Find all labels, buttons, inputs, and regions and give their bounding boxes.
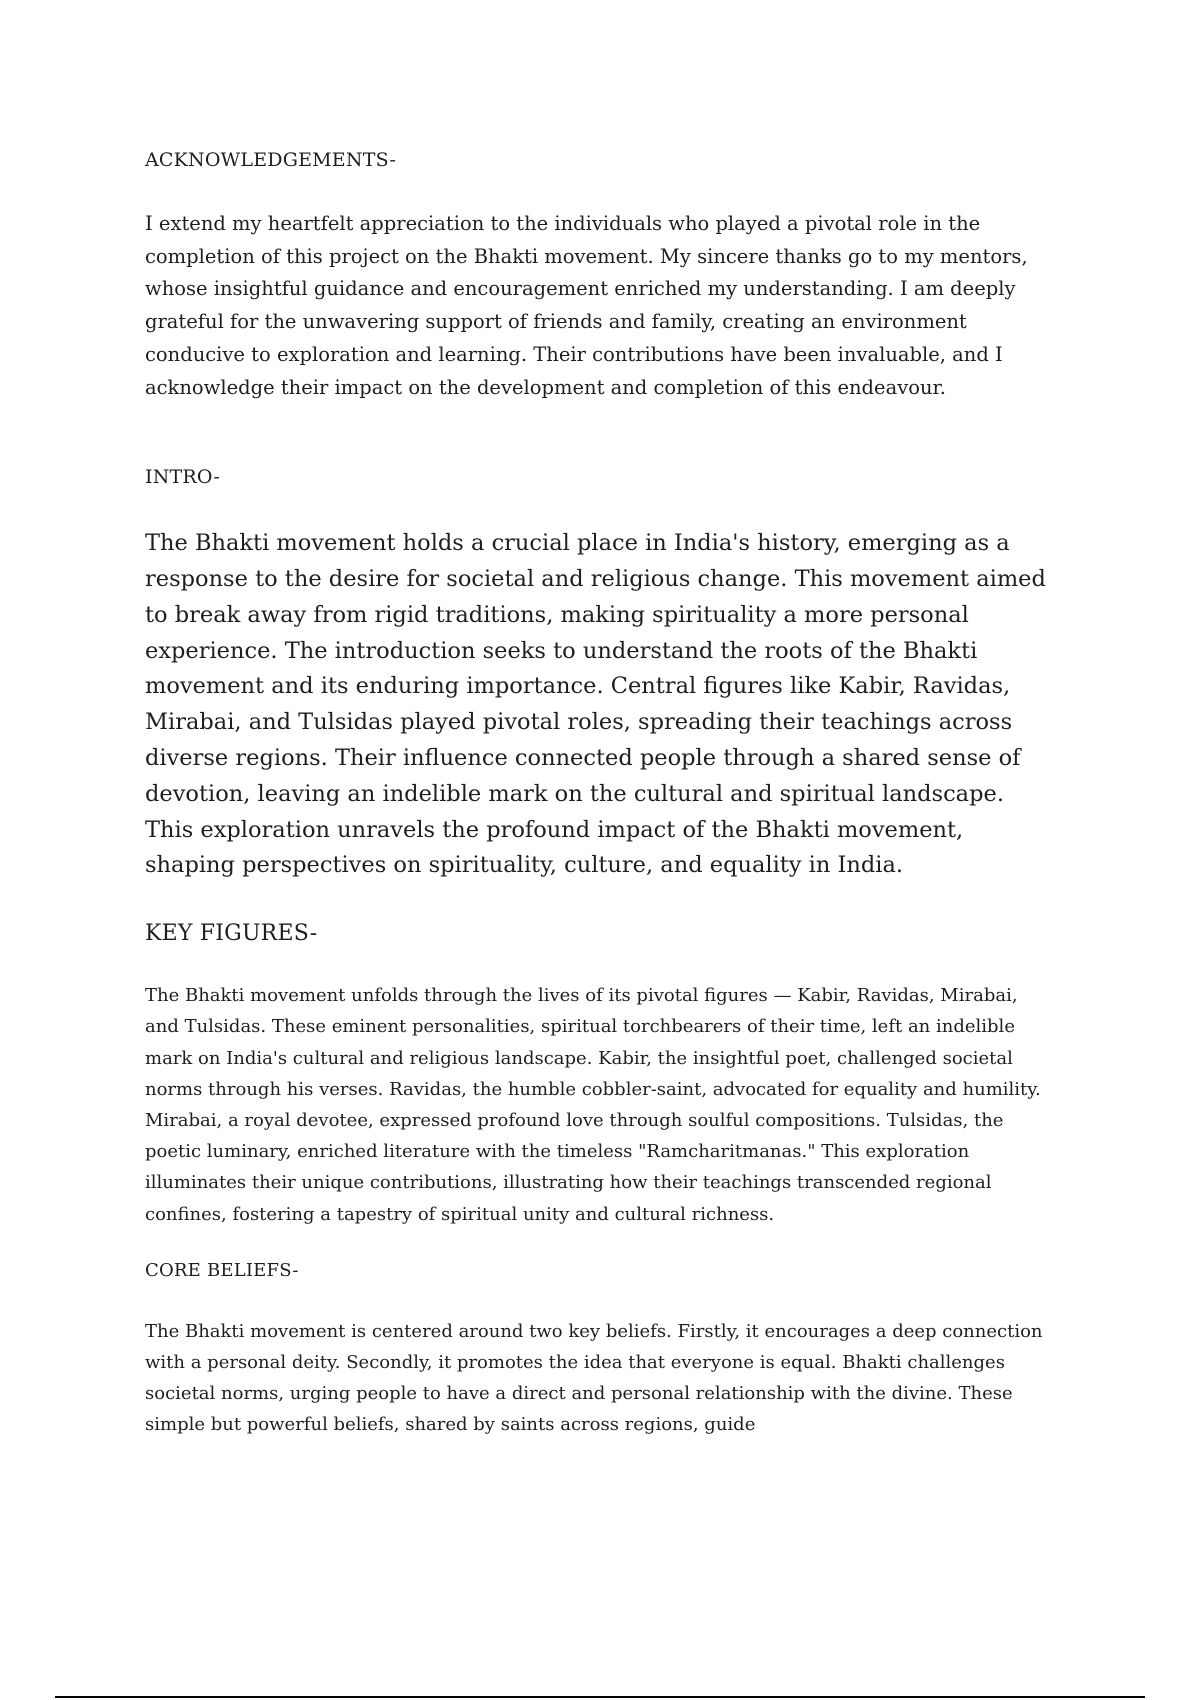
core-beliefs-paragraph: The Bhakti movement is centered around two key beliefs. Firstly, it encourages a deep connection with a personal deity. Secondly, it promotes the idea that everyone is equal. Bhakti challenges societal norms, urging people to have a direct and personal relationship with the divine. These simple but powerful beliefs, shared by saints across regions, guide bbox=[145, 1320, 1043, 1436]
intro-heading: INTRO- bbox=[145, 466, 221, 489]
page-bottom-divider bbox=[55, 1696, 1145, 1698]
document-page bbox=[145, 145, 1050, 1441]
key-figures-paragraph: The Bhakti movement unfolds through the lives of its pivotal figures — Kabir, Ravidas, Mirabai, and Tulsidas. These eminent personalities, spiritual torchbearers of their time, left an indelible mark on India's cultural and religious landscape. Kabir, the insightful poet, challenged societal norms through his verses. Ravidas, the humble cobbler-saint, advocated for equality and humility. Mirabai, a royal devotee, expressed profound love through soulful compositions. Tulsidas, the poetic luminary, enriched literature with the timeless "Ramcharitmanas." This exploration illuminates their unique contributions, illustrating how their teachings transcended regional confines, fostering a tapestry of spiritual unity and cultural richness. bbox=[145, 985, 1041, 1225]
acknowledgements-heading: ACKNOWLEDGEMENTS- bbox=[145, 149, 397, 171]
core-beliefs-heading: CORE BELIEFS- bbox=[145, 1259, 299, 1281]
intro-paragraph: The Bhakti movement holds a crucial place in India's history, emerging as a response to the desire for societal and religious change. This movement aimed to break away from rigid traditions, making spirituality a more personal experience. The introduction seeks to understand the roots of the Bhakti movement and its enduring importance. Central figures like Kabir, Ravidas, Mirabai, and Tulsidas played pivotal roles, spreading their teachings across diverse regions. Their influence connected people through a shared sense of devotion, leaving an indelible mark on the cultural and spiritual landscape. This exploration unravels the profound impact of the Bhakti movement, shaping perspectives on spirituality, culture, and equality in India. bbox=[145, 530, 1046, 879]
acknowledgements-paragraph: I extend my heartfelt appreciation to the individuals who played a pivotal role in the completion of this project on the Bhakti movement. My sincere thanks go to my mentors, whose insightful guidance and encouragement enriched my understanding. I am deeply grateful for the unwavering support of friends and family, creating an environment conducive to exploration and learning. Their contributions have been invaluable, and I acknowledge their impact on the development and completion of this endeavour. bbox=[145, 212, 1028, 399]
key-figures-heading: KEY FIGURES- bbox=[145, 921, 318, 947]
